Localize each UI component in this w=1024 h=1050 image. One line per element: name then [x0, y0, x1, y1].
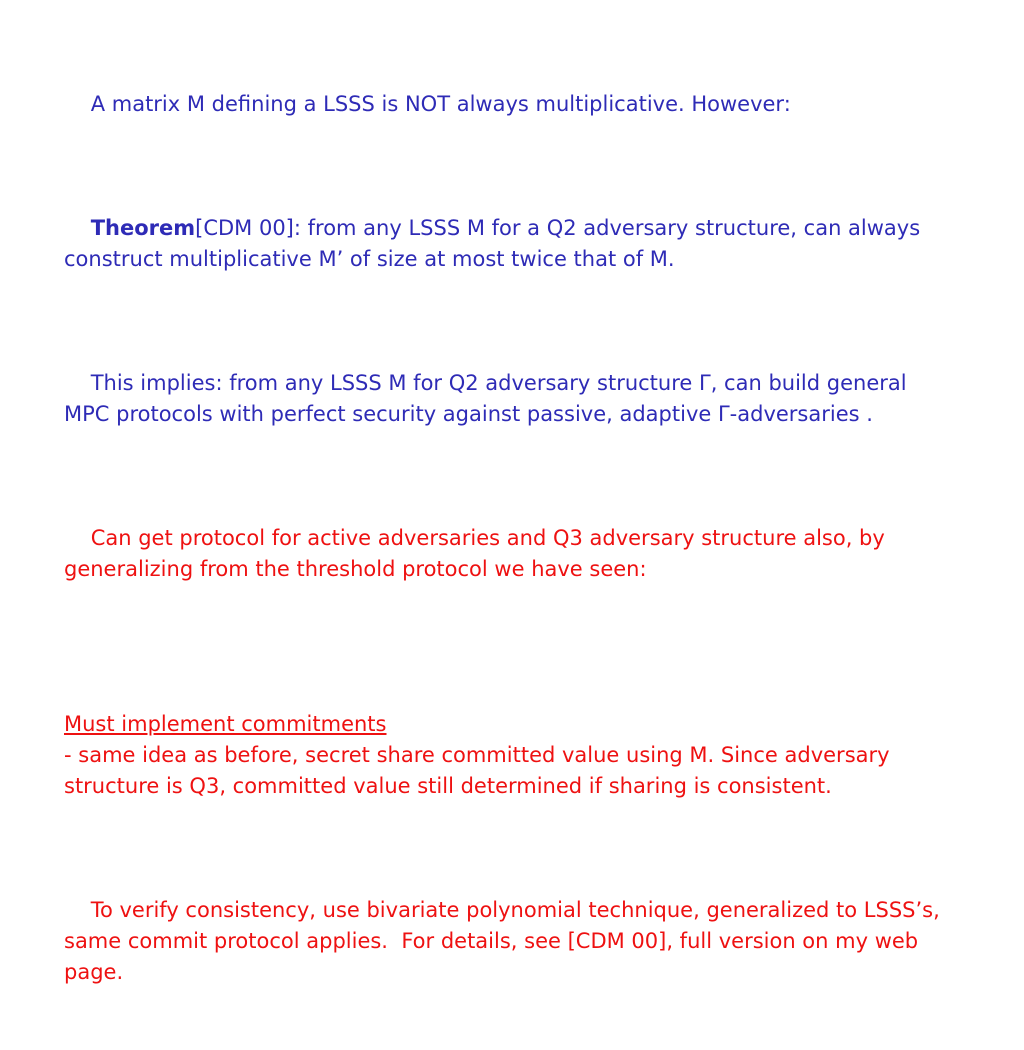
active-adversaries-text: Can get protocol for active adversaries and Q3 adversary structure also, by generalizing from the threshold protocol we have seen:: [64, 526, 892, 581]
consistency-paragraph: [64, 864, 947, 1019]
implication-paragraph: [64, 337, 944, 461]
commitments-text: - same idea as before, secret share committed value using M. Since adversary structure is Q3, committed value still determined if sharing is consistent.: [64, 743, 897, 798]
commitments-heading: Must implement commitments: [64, 712, 387, 736]
intro-paragraph: [64, 58, 944, 151]
intro-text: A matrix M defining a LSSS is NOT always multiplicative. However:: [90, 92, 791, 116]
theorem-text: [CDM 00]: from any LSSS M for a Q2 adversary structure, can always construct multiplicative M’ of size at most twice that of M.: [64, 216, 927, 271]
theorem-label: Theorem: [90, 216, 196, 240]
consistency-text: To verify consistency, use bivariate polynomial technique, generalized to LSSS’s, same commit protocol applies. For details, see [CDM 00], full version on my web page.: [64, 898, 947, 984]
theorem-paragraph: [64, 182, 944, 306]
slide-body: [64, 58, 947, 1050]
implication-text: This implies: from any LSSS M for Q2 adversary structure Γ, can build general MPC protocols with perfect security against passive, adaptive Γ-adversaries .: [64, 371, 914, 426]
commitments-paragraph: [64, 647, 944, 833]
active-adversaries-paragraph: [64, 492, 944, 616]
